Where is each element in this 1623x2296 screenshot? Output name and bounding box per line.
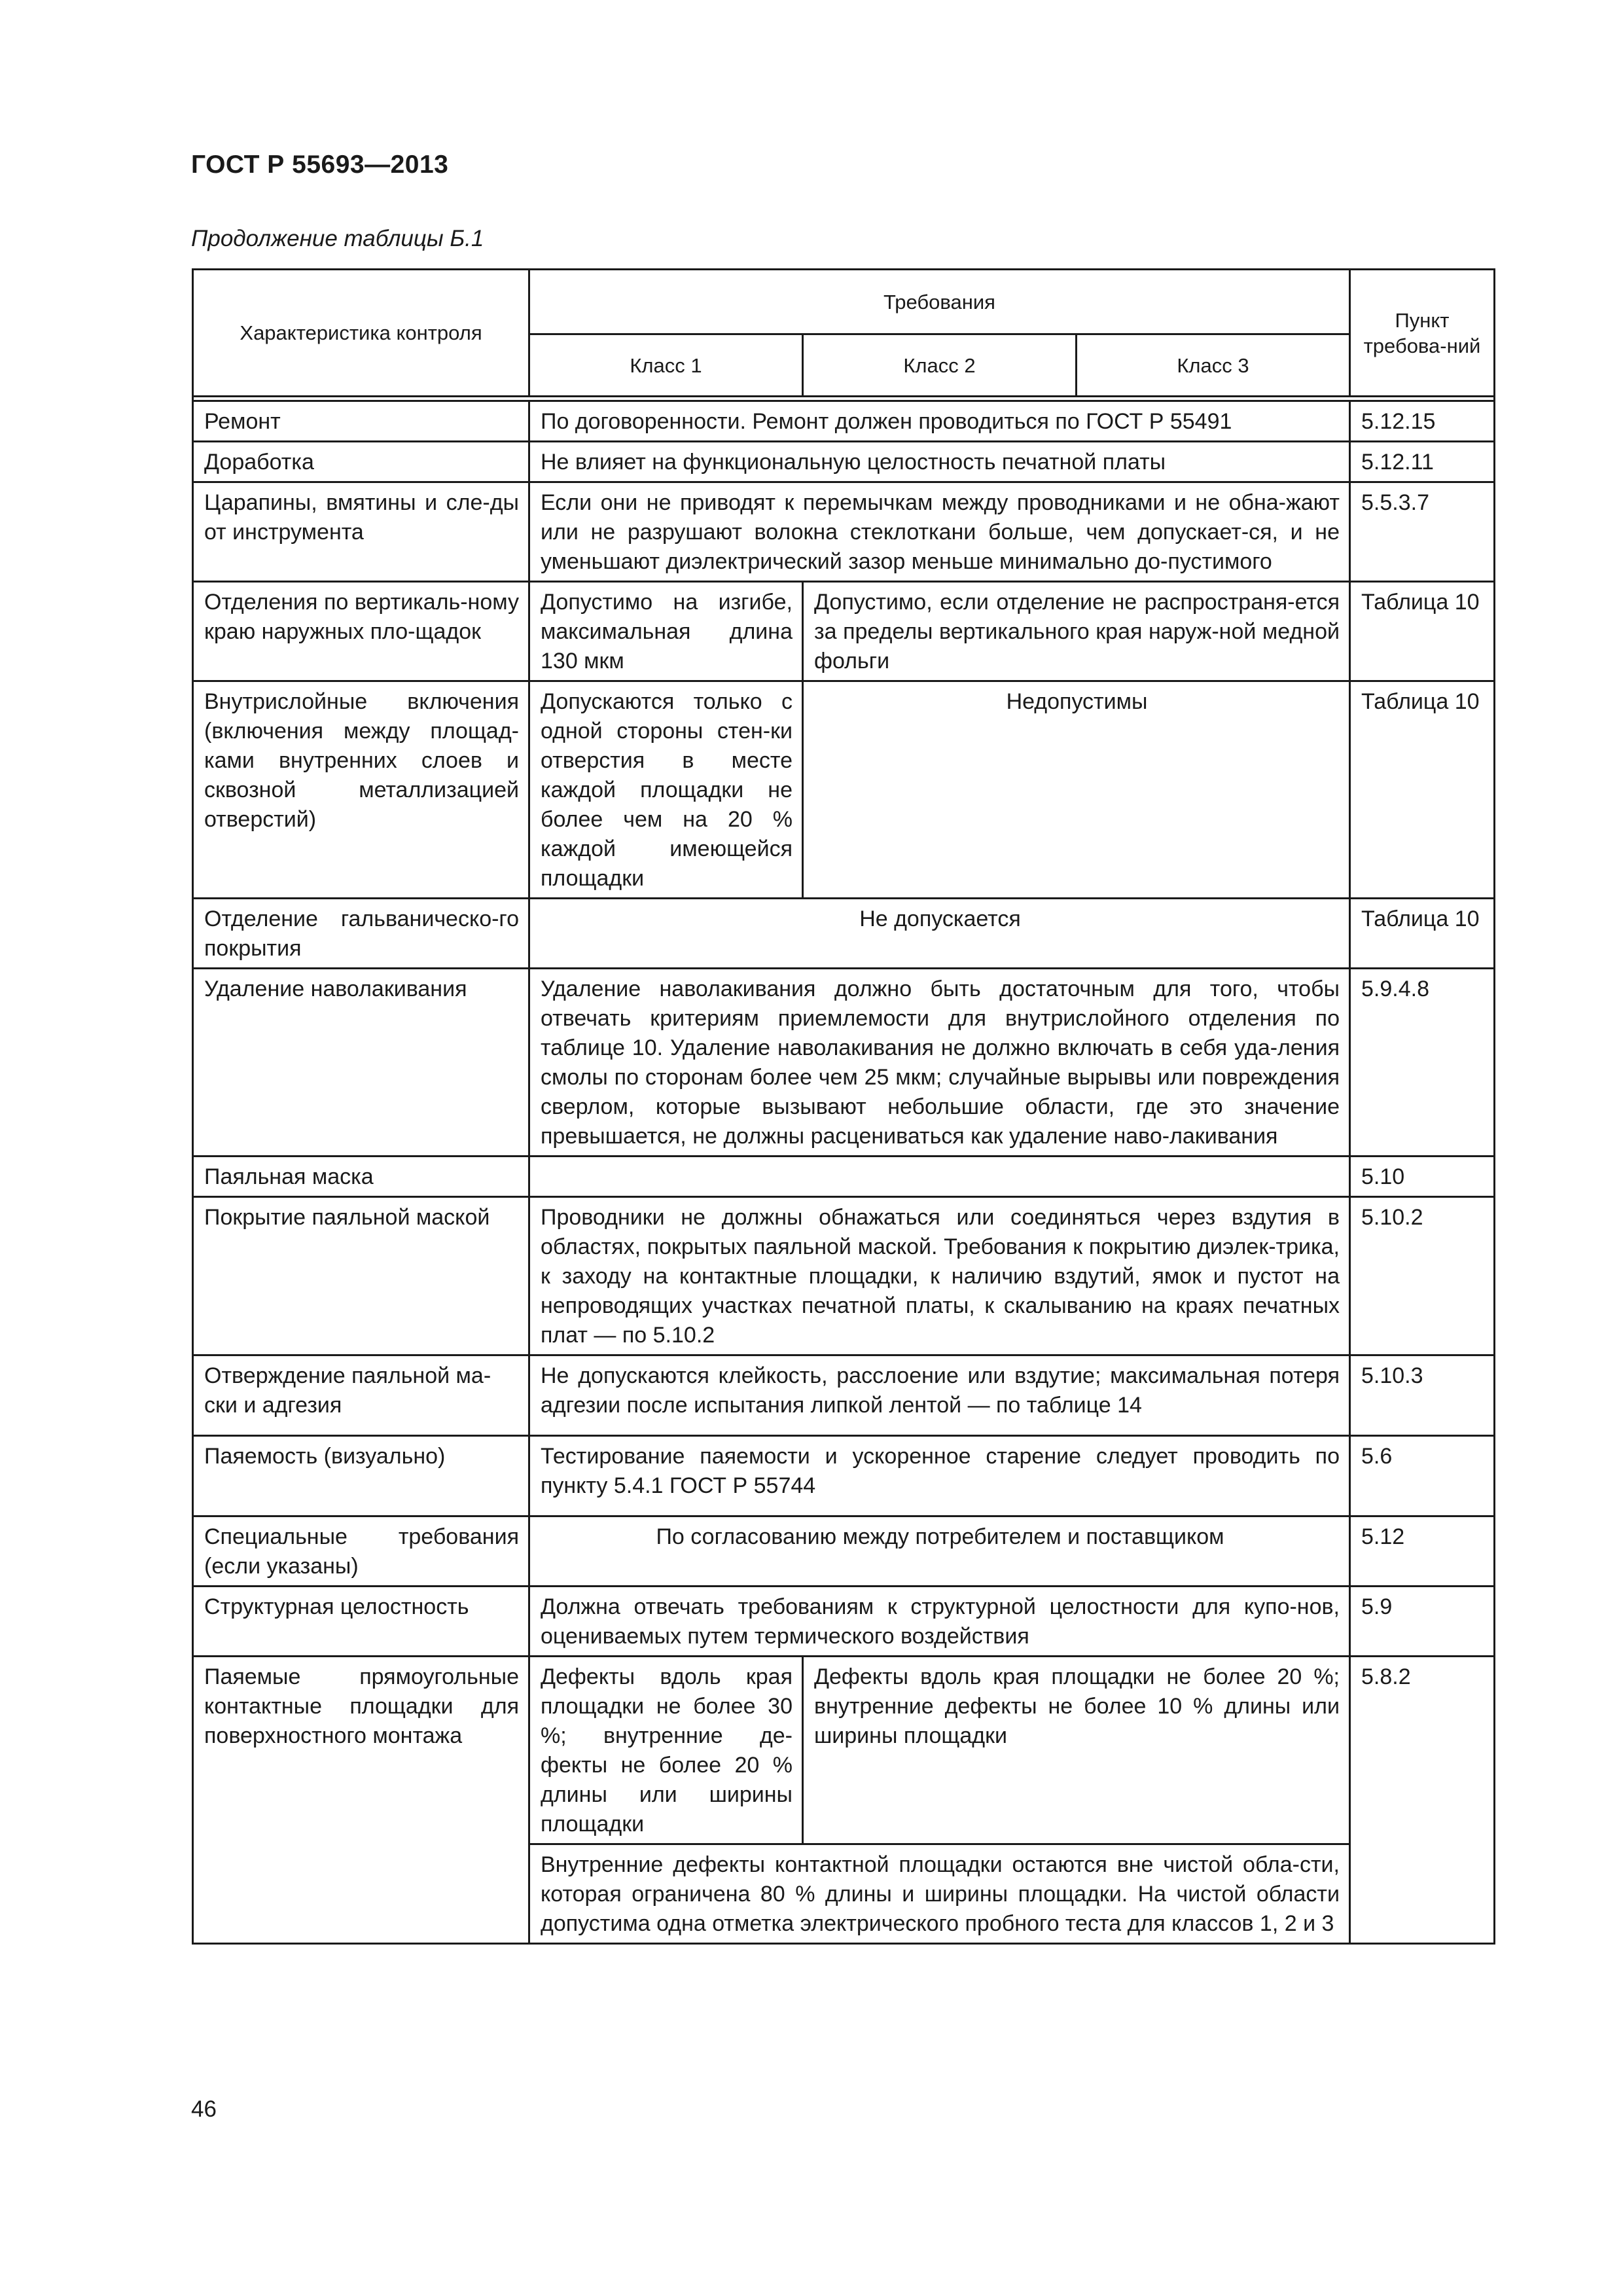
clause-cell: 5.10.3 bbox=[1350, 1355, 1495, 1436]
characteristic-cell: Паяльная маска bbox=[193, 1157, 529, 1197]
characteristic-cell: Покрытие паяльной маской bbox=[193, 1197, 529, 1355]
table-row bbox=[193, 1197, 1495, 1355]
requirements-table bbox=[192, 268, 1495, 1945]
characteristic-cell: Царапины, вмятины и сле-ды от инструмента bbox=[193, 482, 529, 582]
table-caption: Продолжение таблицы Б.1 bbox=[191, 226, 484, 251]
header-characteristic: Характеристика контроля bbox=[193, 270, 529, 397]
table-row bbox=[193, 899, 1495, 969]
clause-cell: 5.10 bbox=[1350, 1157, 1495, 1197]
table-row bbox=[193, 1355, 1495, 1436]
requirement-cell: Тестирование паяемости и ускоренное старение следует проводить по пункту 5.4.1 ГОСТ Р 55744 bbox=[529, 1436, 1350, 1516]
characteristic-cell: Специальные требования (если указаны) bbox=[193, 1516, 529, 1587]
table-row bbox=[193, 1587, 1495, 1657]
clause-cell: 5.12.15 bbox=[1350, 401, 1495, 442]
page-number: 46 bbox=[191, 2096, 217, 2122]
requirement-all-classes-cell: Внутренние дефекты контактной площадки остаются вне чистой обла-сти, которая ограничена 80 % длины и ширины площадки. На чистой области допустима одна отметка электрического пробного теста для классов 1, 2 и 3 bbox=[529, 1844, 1350, 1944]
table-row bbox=[193, 442, 1495, 482]
table-row bbox=[193, 401, 1495, 442]
requirement-cell: Если они не приводят к перемычкам между проводниками и не обна-жают или не разрушают волокна стеклоткани больше, чем допускает-ся, и не уменьшают диэлектрический зазор меньше минимально до-пустимого bbox=[529, 482, 1350, 582]
characteristic-cell: Доработка bbox=[193, 442, 529, 482]
requirement-class-1-cell: Допустимо на изгибе, максимальная длина 130 мкм bbox=[529, 582, 803, 681]
header-separator bbox=[193, 397, 1495, 401]
table-row bbox=[193, 1516, 1495, 1587]
requirement-cell: Не допускаются клейкость, расслоение или вздутие; максимальная потеря адгезии после испытания липкой лентой — по таблице 14 bbox=[529, 1355, 1350, 1436]
clause-cell: 5.6 bbox=[1350, 1436, 1495, 1516]
characteristic-cell: Отделения по вертикаль-ному краю наружных пло-щадок bbox=[193, 582, 529, 681]
clause-cell: 5.9.4.8 bbox=[1350, 969, 1495, 1157]
clause-cell: 5.8.2 bbox=[1350, 1657, 1495, 1944]
requirement-cell: По договоренности. Ремонт должен проводиться по ГОСТ Р 55491 bbox=[529, 401, 1350, 442]
characteristic-cell: Паяемость (визуально) bbox=[193, 1436, 529, 1516]
table-row bbox=[193, 482, 1495, 582]
characteristic-cell: Структурная целостность bbox=[193, 1587, 529, 1657]
characteristic-cell: Паяемые прямоугольные контактные площадки для поверхностного монтажа bbox=[193, 1657, 529, 1944]
table-row bbox=[193, 582, 1495, 681]
requirement-class-1-cell: Дефекты вдоль края площадки не более 30 %; внутренние де-фекты не более 20 % длины или ширины площадки bbox=[529, 1657, 803, 1844]
requirement-cell: Удаление наволакивания должно быть достаточным для того, чтобы отвечать критериям приемлемости для внутрислойного отделения по таблице 10. Удаление наволакивания не должно включать в себя уда-ления смолы по сторонам более чем 25 мкм; случайные вырывы или повреждения сверлом, которые вызывают небольшие области, где это значение превышается, не должны расцениваться как удаление наво-лакивания bbox=[529, 969, 1350, 1157]
requirement-cell: Проводники не должны обнажаться или соединяться через вздутия в областях, покрытых паяльной маской. Требования к покрытию диэлек-трика, к заходу на контактные площадки, к наличию вздутий, ямок и пустот на непроводящих участках печатной платы, к скалыванию на краях печатных плат — по 5.10.2 bbox=[529, 1197, 1350, 1355]
header-requirements: Требования bbox=[529, 270, 1350, 334]
characteristic-cell: Удаление наволакивания bbox=[193, 969, 529, 1157]
characteristic-cell: Внутрислойные включения (включения между площад-ками внутренних слоев и сквозной металлизацией отверстий) bbox=[193, 681, 529, 899]
clause-cell: Таблица 10 bbox=[1350, 899, 1495, 969]
table-row bbox=[193, 1436, 1495, 1516]
characteristic-cell: Отверждение паяльной ма-ски и адгезия bbox=[193, 1355, 529, 1436]
table-row bbox=[193, 1657, 1495, 1844]
characteristic-cell: Отделение гальваническо-го покрытия bbox=[193, 899, 529, 969]
clause-cell: 5.9 bbox=[1350, 1587, 1495, 1657]
clause-cell: 5.12 bbox=[1350, 1516, 1495, 1587]
requirement-cell: Не допускается bbox=[529, 899, 1350, 969]
requirement-class-2-3-cell: Допустимо, если отделение не распространя-ется за пределы вертикального края наруж-ной медной фольги bbox=[803, 582, 1350, 681]
requirement-class-2-3-cell: Дефекты вдоль края площадки не более 20 %; внутренние дефекты не более 10 % длины или ширины площадки bbox=[803, 1657, 1350, 1844]
header-class-1: Класс 1 bbox=[529, 334, 803, 397]
requirement-class-2-3-cell: Недопустимы bbox=[803, 681, 1350, 899]
header-class-3: Класс 3 bbox=[1077, 334, 1350, 397]
clause-cell: 5.12.11 bbox=[1350, 442, 1495, 482]
requirement-cell bbox=[529, 1157, 1350, 1197]
clause-cell: Таблица 10 bbox=[1350, 681, 1495, 899]
requirement-cell: Не влияет на функциональную целостность печатной платы bbox=[529, 442, 1350, 482]
table-row bbox=[193, 681, 1495, 899]
clause-cell: 5.10.2 bbox=[1350, 1197, 1495, 1355]
header-class-2: Класс 2 bbox=[803, 334, 1077, 397]
requirement-class-1-cell: Допускаются только с одной стороны стен-ки отверстия в месте каждой площадки не более чем на 20 % каждой имеющейся площадки bbox=[529, 681, 803, 899]
clause-cell: 5.5.3.7 bbox=[1350, 482, 1495, 582]
requirement-cell: По согласованию между потребителем и поставщиком bbox=[529, 1516, 1350, 1587]
header-clause: Пункт требова-ний bbox=[1350, 270, 1495, 397]
clause-cell: Таблица 10 bbox=[1350, 582, 1495, 681]
requirement-cell: Должна отвечать требованиям к структурной целостности для купо-нов, оцениваемых путем термического воздействия bbox=[529, 1587, 1350, 1657]
characteristic-cell: Ремонт bbox=[193, 401, 529, 442]
table-row bbox=[193, 1157, 1495, 1197]
document-code: ГОСТ Р 55693—2013 bbox=[191, 151, 449, 179]
table-row bbox=[193, 969, 1495, 1157]
